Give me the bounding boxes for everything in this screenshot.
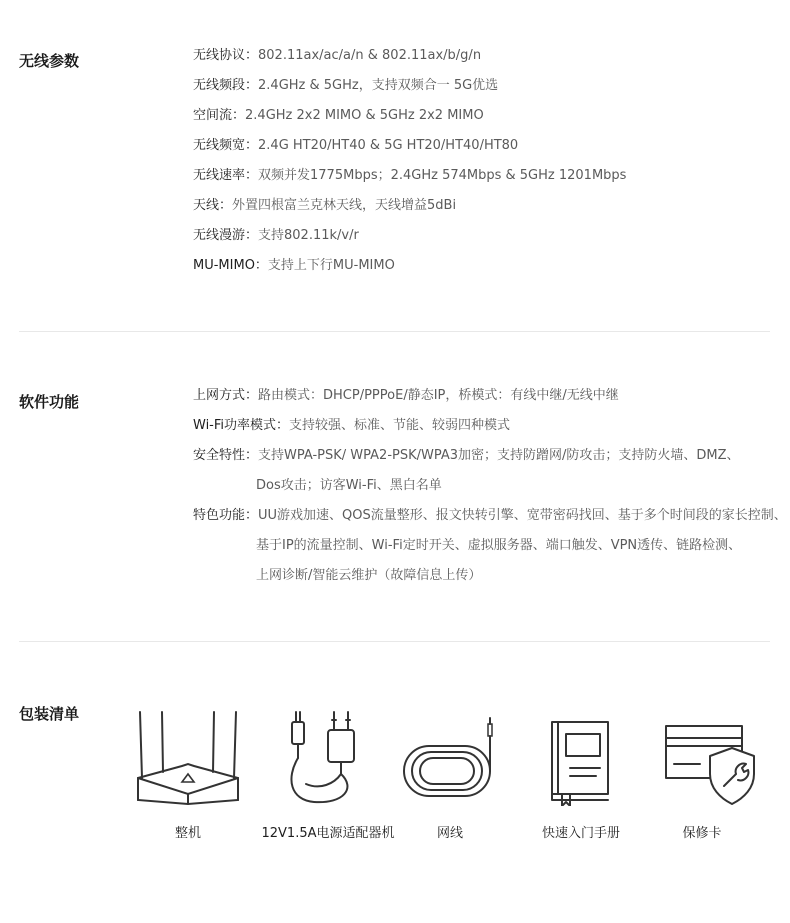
spec-value: 支持较强、标准、节能、较弱四种模式 [289,418,511,433]
package-item-label: 12V1.5A电源适配器机 [261,826,395,841]
spec-row [193,195,783,225]
package-item-label: 保修卡 [682,826,722,841]
spec-value: 路由模式：DHCP/PPPoE/静态IP，桥模式：有线中继/无线中继 [258,388,619,403]
spec-value: 2.4GHz 2x2 MIMO & 5GHz 2x2 MIMO [245,108,484,123]
spec-row [193,385,783,415]
network-cable-icon [400,716,500,806]
spec-label: 无线速率： [193,168,259,183]
spec-label: MU-MIMO： [193,258,268,273]
spec-value: 上网诊断/智能云维护（故障信息上传） [256,568,482,583]
section-title-wireless: 无线参数 [19,52,80,70]
section-title-package: 包装清单 [19,705,80,723]
software-spec-list [193,385,787,595]
spec-label: 天线： [193,198,233,213]
spec-label: 无线频宽： [193,138,259,153]
section-title-software: 软件功能 [19,393,80,411]
package-item-label: 整机 [174,826,201,841]
spec-row-continued [193,535,783,565]
section-divider [19,331,770,332]
spec-label: 无线协议： [193,48,259,63]
spec-value: 支持802.11k/v/r [258,228,359,243]
spec-value: 2.4GHz & 5GHz，支持双频合一 5G优选 [258,78,499,93]
spec-row [193,165,783,195]
spec-row [193,75,783,105]
wireless-spec-list [193,45,783,285]
spec-value: Dos攻击；访客Wi-Fi、黑白名单 [256,478,442,493]
spec-row [193,505,787,535]
spec-value: 外置四根富兰克林天线，天线增益5dBi [232,198,457,213]
router-icon [130,708,246,812]
spec-value: UU游戏加速、QOS流量整形、报文快转引擎、宽带密码找回、基于多个时间段的家长控制、 [258,508,787,523]
power-adapter-icon [284,708,374,808]
section-divider [19,641,770,642]
spec-value: 基于IP的流量控制、Wi-Fi定时开关、虚拟服务器、端口触发、VPN透传、链路检测、 [256,538,742,553]
spec-row [193,255,783,285]
package-item-label: 网线 [436,826,463,841]
manual-icon [546,716,616,806]
spec-row [193,135,783,165]
spec-label: 无线频段： [193,78,259,93]
spec-value: 支持WPA-PSK/ WPA2-PSK/WPA3加密；支持防蹭网/防攻击；支持防火墙、DMZ、 [258,448,740,463]
spec-row [193,415,783,445]
spec-value: 双频并发1775Mbps；2.4GHz 574Mbps & 5GHz 1201Mbps [258,168,627,183]
spec-label: 特色功能： [193,508,259,523]
spec-label: 安全特性： [193,448,259,463]
spec-label: 空间流： [193,108,246,123]
warranty-card-icon [660,718,760,808]
spec-row [193,45,783,75]
spec-row-continued [193,565,783,595]
package-item-label: 快速入门手册 [541,826,620,841]
spec-row [193,445,783,475]
spec-value: 支持上下行MU-MIMO [267,258,395,273]
spec-label: 上网方式： [193,388,259,403]
spec-label: Wi-Fi功率模式： [193,418,290,433]
spec-row [193,105,783,135]
spec-row-continued [193,475,783,505]
spec-value: 802.11ax/ac/a/n & 802.11ax/b/g/n [258,48,482,63]
spec-row [193,225,783,255]
spec-value: 2.4G HT20/HT40 & 5G HT20/HT40/HT80 [258,138,519,153]
spec-label: 无线漫游： [193,228,259,243]
